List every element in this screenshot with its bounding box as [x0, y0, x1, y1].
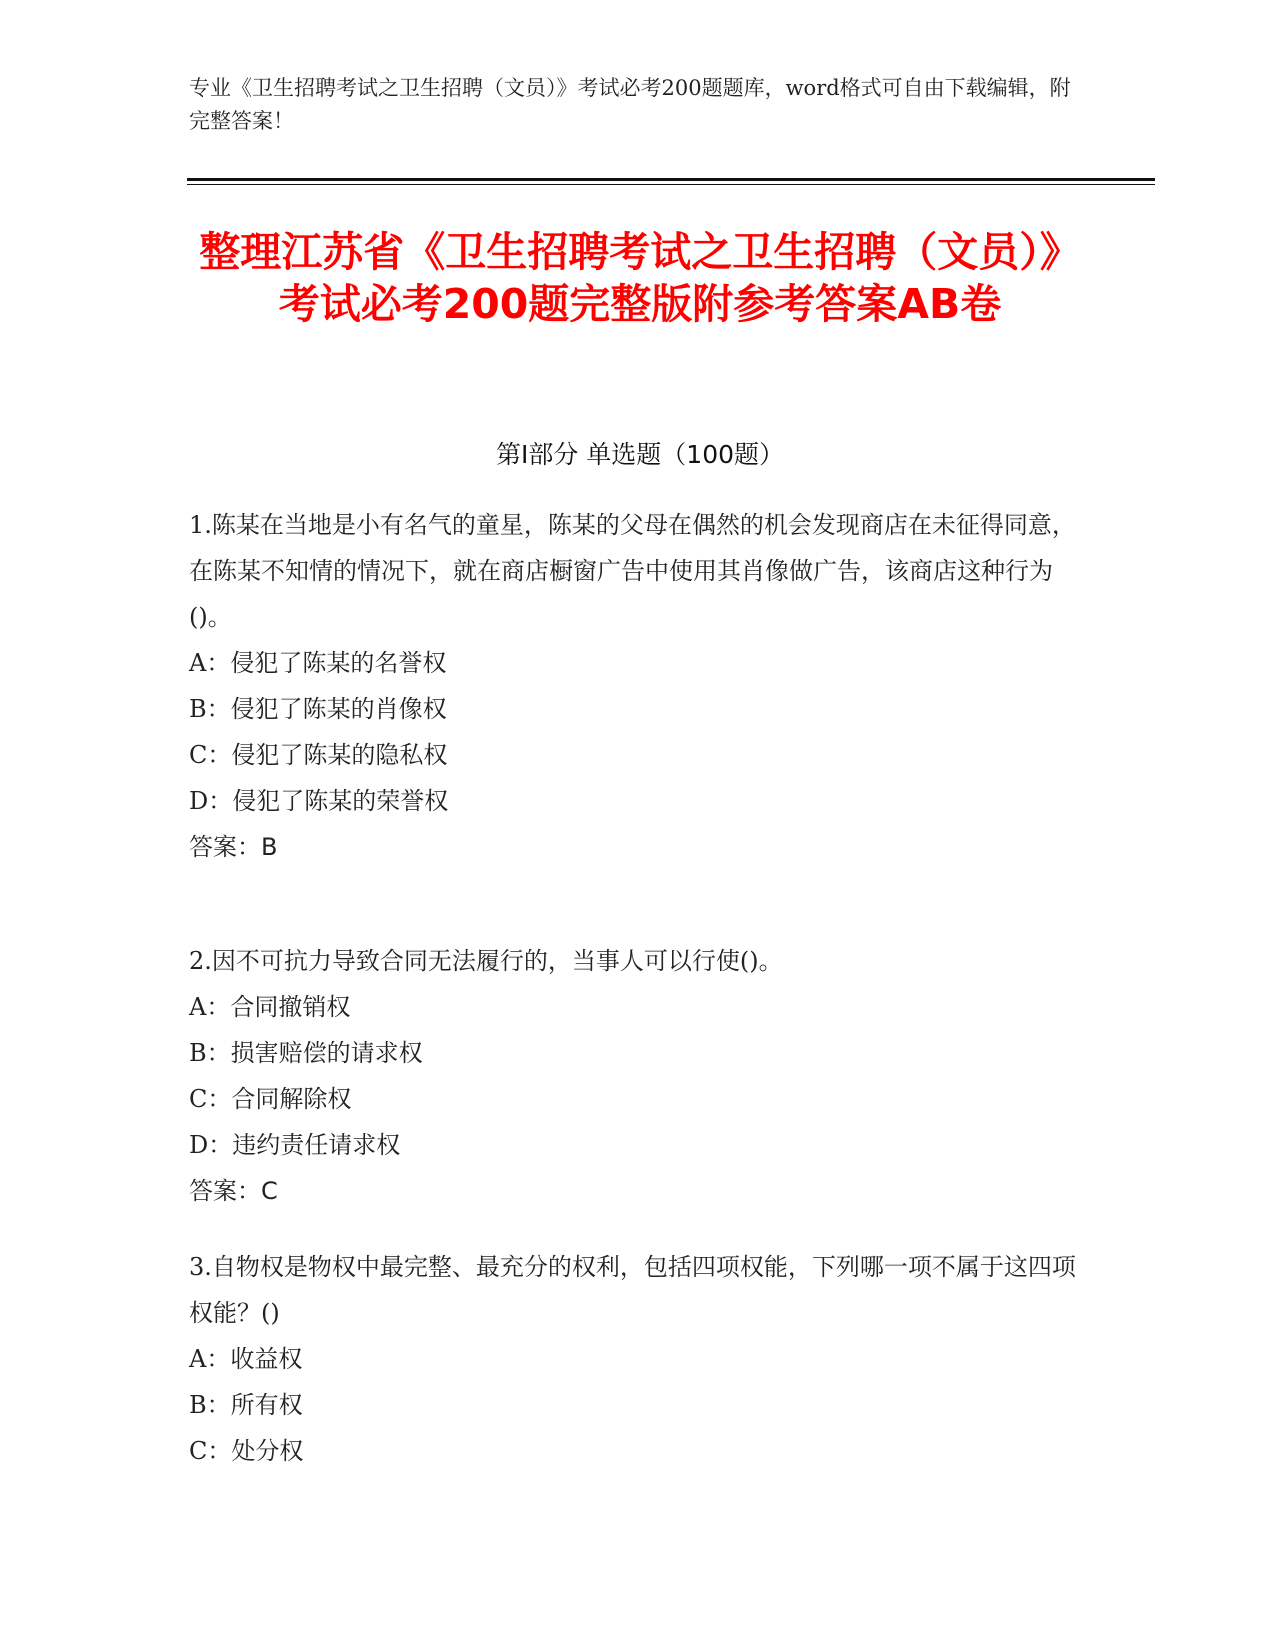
option-b: B：侵犯了陈某的肖像权	[189, 695, 447, 723]
question-stem: 3.自物权是物权中最完整、最充分的权利，包括四项权能，下列哪一项不属于这四项权能？()	[189, 1253, 1076, 1327]
header-note: 专业《卫生招聘考试之卫生招聘（文员）》考试必考200题题库，word格式可自由下载编辑，附完整答案！	[189, 76, 1071, 133]
option-c: C：合同解除权	[189, 1085, 352, 1113]
document-title: 整理江苏省《卫生招聘考试之卫生招聘（文员）》考试必考200题完整版附参考答案AB卷	[199, 228, 1081, 328]
option-a: A：合同撤销权	[189, 993, 351, 1021]
question-2	[189, 938, 1079, 1214]
option-b: B：所有权	[189, 1391, 303, 1419]
option-d: D：违约责任请求权	[189, 1131, 401, 1159]
option-c: C：侵犯了陈某的隐私权	[189, 741, 448, 769]
answer-label: 答案：C	[189, 1177, 278, 1205]
question-3	[189, 1244, 1079, 1474]
option-d: D：侵犯了陈某的荣誉权	[189, 787, 449, 815]
answer-label: 答案：B	[189, 833, 278, 861]
header-rule-thick	[187, 178, 1155, 181]
option-a: A：侵犯了陈某的名誉权	[189, 649, 447, 677]
option-c: C：处分权	[189, 1437, 304, 1465]
question-stem: 1.陈某在当地是小有名气的童星，陈某的父母在偶然的机会发现商店在未征得同意，在陈某不知情的情况下，就在商店橱窗广告中使用其肖像做广告，该商店这种行为()。	[189, 511, 1076, 631]
header-rule-thin	[187, 184, 1155, 185]
section-title: 第Ⅰ部分 单选题（100题）	[495, 440, 785, 469]
option-b: B：损害赔偿的请求权	[189, 1039, 423, 1067]
question-1	[189, 502, 1079, 870]
question-stem: 2.因不可抗力导致合同无法履行的，当事人可以行使()。	[189, 947, 783, 975]
option-a: A：收益权	[189, 1345, 303, 1373]
